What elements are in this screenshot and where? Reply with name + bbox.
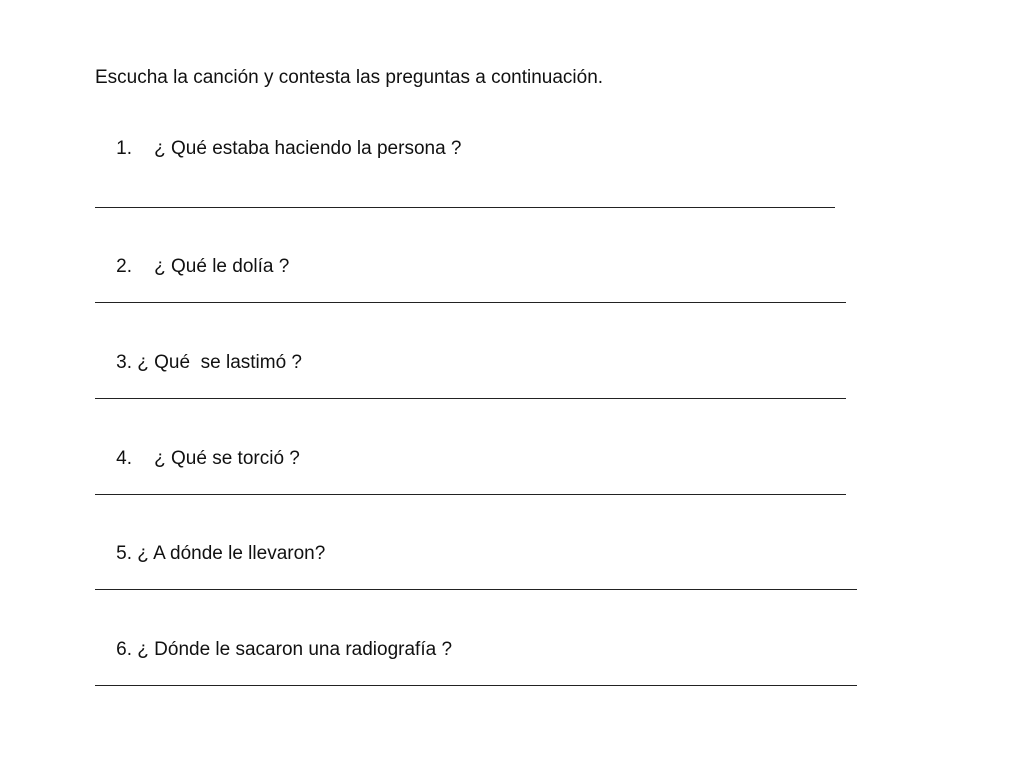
question-text: ¿ Qué se torció ? [154,448,300,469]
question-3 [95,330,302,396]
answer-line-1[interactable] [95,207,835,208]
question-number: 4. [116,448,132,469]
answer-line-2[interactable] [95,302,846,303]
question-1 [95,116,462,182]
question-5 [95,521,325,587]
answer-line-6[interactable] [95,685,857,686]
question-2 [95,234,289,300]
question-text: ¿ A dónde le llevaron? [137,543,326,564]
question-number: 5. [116,543,132,564]
question-number: 2. [116,256,132,277]
question-text: ¿ Qué se lastimó ? [137,352,302,373]
question-number: 6. [116,639,132,660]
question-text: ¿ Qué le dolía ? [154,256,290,277]
instructions-text: Escucha la canción y contesta las preguntas a continuación. [95,67,604,88]
question-number: 3. [116,352,132,373]
question-number: 1. [116,138,132,159]
answer-line-3[interactable] [95,398,846,399]
question-4 [95,426,300,492]
question-text: ¿ Qué estaba haciendo la persona ? [154,138,462,159]
answer-line-5[interactable] [95,589,857,590]
answer-line-4[interactable] [95,494,846,495]
question-text: ¿ Dónde le sacaron una radiografía ? [137,639,453,660]
question-6 [95,617,452,683]
